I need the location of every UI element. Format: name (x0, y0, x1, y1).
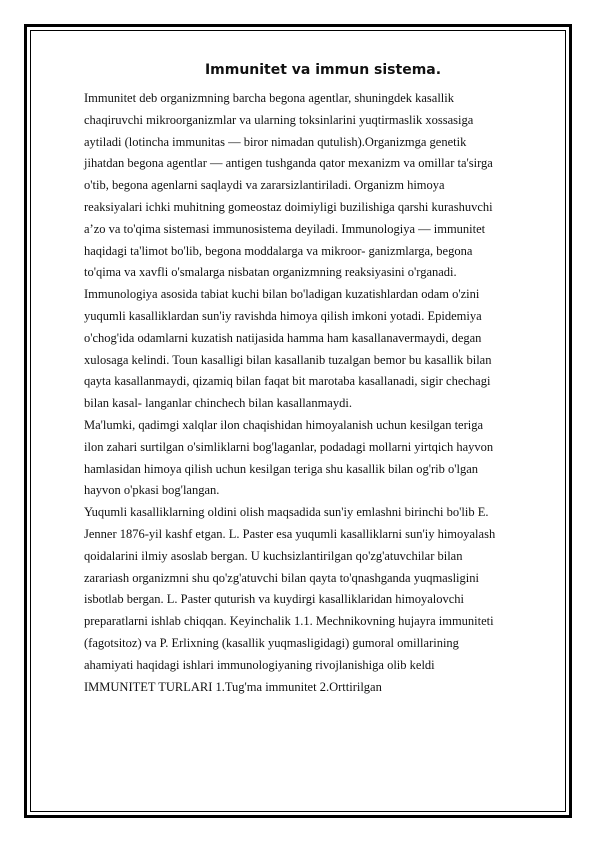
text-line: chaqiruvchi mikroorganizmlar va ularning toksinlarini yuqtirmaslik xossasiga (84, 112, 474, 127)
text-line: (fagotsitoz) va P. Erlixning (kasallik yuqmasligidagi) gumoral omillarining (84, 635, 459, 650)
text-line: Immunologiya asosida tabiat kuchi bilan bo'ladigan kuzatishlardan odam o'zini (84, 287, 480, 302)
document-title: Immunitet va immun sistema. (204, 62, 442, 78)
text-line: jihatdan begona agentlar — antigen tushganda qator mexanizm va omillar ta'sirga (84, 156, 493, 171)
text-line: qoidalarini ilmiy asoslab bergan. U kuchsizlantirilgan qo'zg'atuvchilar bilan (84, 548, 463, 563)
text-line: ilon zahari surtilgan o'simliklarni bog'laganlar, podadagi mollarni yirtqich hayvon (84, 439, 494, 454)
text-line: Yuqumli kasalliklarning oldini olish maqsadida sun'iy emlashni birinchi bo'lib E. (84, 505, 489, 520)
text-line: bilan kasal- langanlar chinchech bilan kasallanmaydi. (84, 396, 352, 411)
text-line: yuqumli kasalliklardan sun'iy ravishda himoya qilish imkoni yotadi. Epidemiya (84, 308, 482, 323)
text-line: Jenner 1876-yil kashf etgan. L. Paster esa yuqumli kasalliklarni sun'iy himoyalash (84, 526, 496, 541)
text-line: o'chog'ida odamlarni kuzatish natijasida hamma ham kasallanavermaydi, degan (84, 330, 482, 345)
text-line: Ma'lumki, qadimgi xalqlar ilon chaqishidan himoyalanish uchun kesilgan teriga (84, 417, 484, 432)
document-body (84, 58, 556, 698)
text-line: to'qima va xavfli o'smalarga nisbatan organizmning reaksiyasini o'rganadi. (84, 265, 457, 280)
text-line: xulosaga kelindi. Toun kasalligi bilan kasallanib tuzalgan bemor bu kasallik bilan (84, 352, 492, 367)
text-line: ahamiyati haqidagi ishlari immunologiyaning rivojlanishiga olib keldi (84, 657, 435, 672)
text-line: reaksiyalari ichki muhitning gomeostaz doimiyligi buzilishiga qarshi kurashuvchi (84, 199, 493, 214)
text-line: hamlasidan himoya qilish uchun kesilgan teriga shu kasallik bilan og'rib o'lgan (84, 461, 479, 476)
text-line: preparatlarni ishlab chiqqan. Keyinchalik 1.1. Mechnikovning hujayra immuniteti (84, 614, 494, 629)
text-line: Immunitet deb organizmning barcha begona agentlar, shuningdek kasallik (84, 91, 454, 105)
text-line: qayta kasallanmaydi, qizamiq bilan faqat bit marotaba kasallanadi, sigir chechagi (84, 374, 491, 389)
text-line: haqidagi ta'limot bo'lib, begona moddalarga va mikroor- ganizmlarga, begona (84, 243, 473, 258)
text-line: aytiladi (lotincha immunitas — biror nimadan qutulish).Organizmga genetik (84, 134, 467, 149)
text-line: IMMUNITET TURLARI 1.Tug'ma immunitet 2.Orttirilgan (84, 679, 382, 694)
text-line: o'tib, begona agenlarni saqlaydi va zararsizlantiriladi. Organizm himoya (84, 178, 445, 193)
text-line: a’zo va to'qima sistemasi immunosistema deyiladi. Immunologiya — immunitet (84, 221, 486, 236)
body-text (84, 88, 556, 698)
text-line: isbotlab bergan. L. Paster quturish va kuydirgi kasalliklaridan himoyalovchi (84, 592, 465, 607)
text-line: hayvon o'pkasi bog'langan. (84, 483, 220, 498)
text-line: zarariash organizmni shu qo'zg'atuvchi bilan qayta to'qnashganda yuqmasligini (84, 570, 479, 585)
